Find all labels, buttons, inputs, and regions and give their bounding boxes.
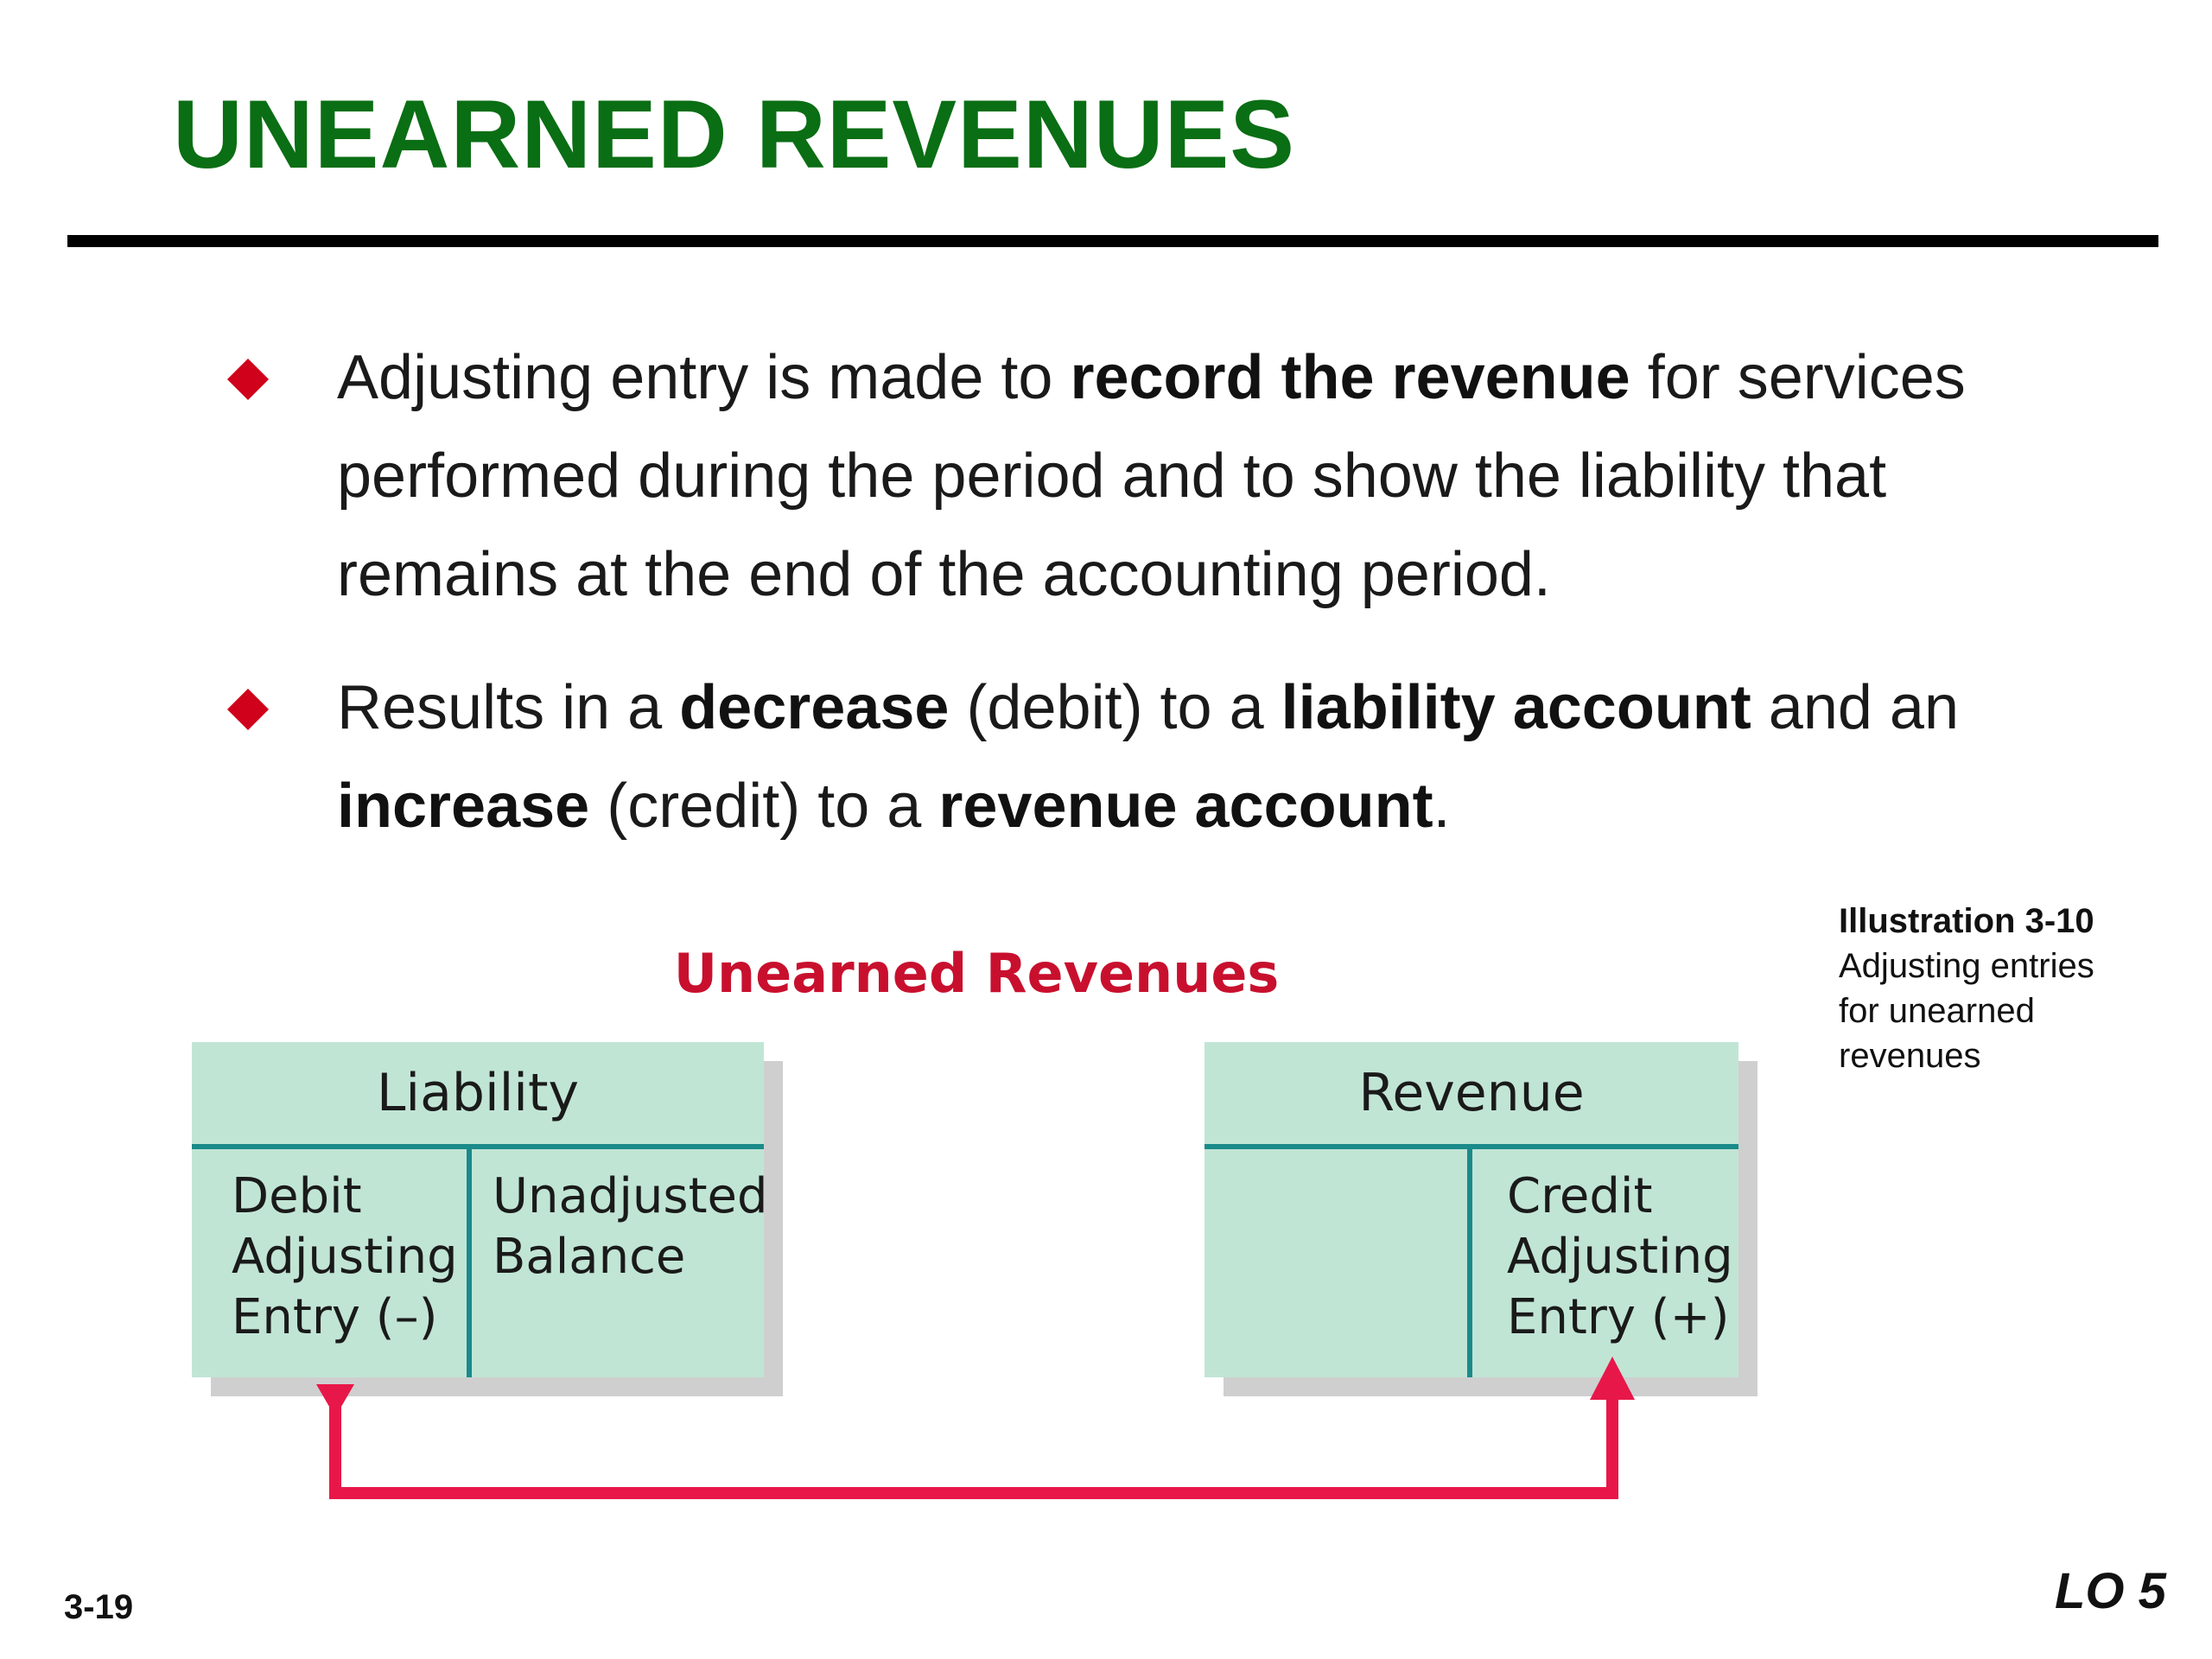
bullet-run: . [1433, 772, 1451, 841]
illustration-caption-line: Adjusting entries [1839, 947, 2094, 985]
slide-title: UNEARNED REVENUES [173, 80, 1295, 188]
bullet-run: Results in a [337, 673, 680, 742]
bullet-emphasis: increase [337, 772, 590, 841]
revenue-header: Revenue [1358, 1063, 1585, 1123]
bullet-run: for services performed during the period and to show the liability that remains at the end of the accounting period. [337, 343, 1966, 609]
learning-objective: LO 5 [2055, 1563, 2166, 1619]
slide-number: 3-19 [64, 1588, 134, 1626]
bullet-run: (credit) to a [589, 772, 939, 841]
cell-line: Entry (+) [1507, 1289, 1730, 1345]
bullet-run: (debit) to a [949, 673, 1281, 742]
bullet-emphasis: liability account [1281, 673, 1751, 742]
bullet-run: Adjusting entry is made to [337, 343, 1071, 412]
bullet-emphasis: decrease [679, 673, 950, 742]
bullet-run: and an [1751, 673, 1959, 742]
bullet-emphasis: revenue account [938, 772, 1433, 841]
cell-line: Adjusting [232, 1229, 458, 1285]
cell-line: Balance [493, 1229, 686, 1285]
illustration-caption-line: revenues [1839, 1037, 1981, 1075]
illustration-label: Illustration 3-10 [1839, 902, 2094, 940]
cell-line: Credit [1507, 1168, 1653, 1224]
liability-header: Liability [377, 1063, 579, 1123]
arrow-line [335, 1388, 1612, 1493]
arrow-head-up-icon [1590, 1357, 1635, 1400]
cell-line: Entry (–) [232, 1289, 438, 1345]
diagram-title: Unearned Revenues [673, 942, 1280, 1005]
bullet-emphasis: record the revenue [1070, 343, 1630, 412]
cell-line: Unadjusted [493, 1168, 768, 1224]
cell-line: Adjusting [1507, 1229, 1733, 1285]
illustration-caption-line: for unearned [1839, 992, 2035, 1030]
cell-line: Debit [232, 1168, 362, 1224]
arrow-head-down-icon [316, 1384, 354, 1417]
